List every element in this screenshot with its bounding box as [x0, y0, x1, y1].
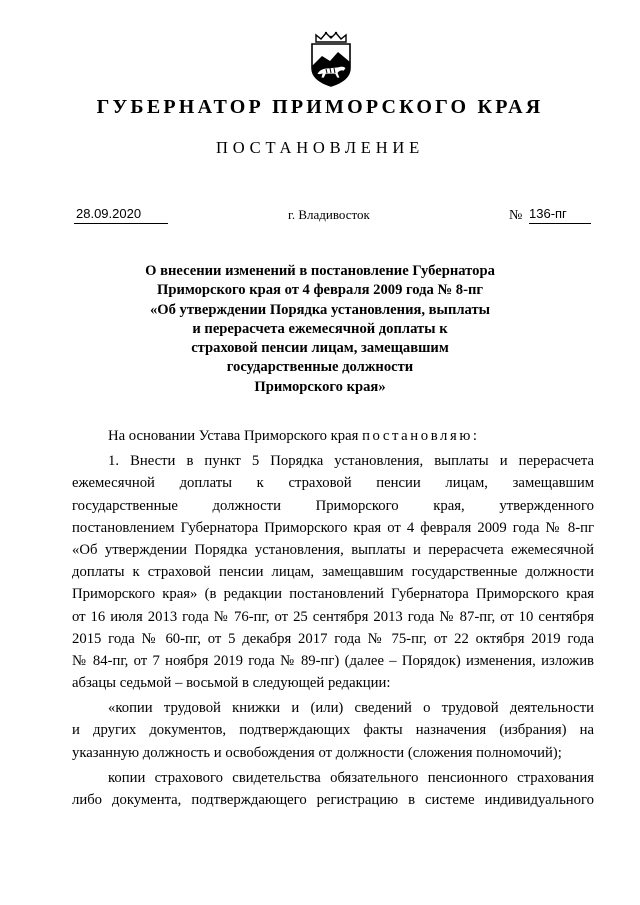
- heading-line: Приморского края»: [254, 378, 386, 395]
- quote1-line: «копии трудовой книжки и (или) сведений о трудовой деятельности: [108, 700, 594, 717]
- basis-text: На основании Устава Приморского края: [108, 428, 363, 444]
- item1-line: «Об утверждении Порядка установления, выплаты и перерасчета ежемесячной: [72, 541, 594, 558]
- item1-line: 1. Внести в пункт 5 Порядка установления, выплаты и перерасчета: [108, 453, 594, 470]
- item1-line: ежемесячной доплаты к страховой пенсии лицам, замещавшим: [72, 475, 594, 492]
- item1-line: 2015 года № 60-пг, от 5 декабря 2017 года № 75-пг, от 22 октября 2019 года: [72, 630, 594, 647]
- item1-line: доплаты к страховой пенсии лицам, замещавшим государственные должности: [72, 564, 594, 581]
- item1-line: от 16 июля 2013 года № 76-пг, от 25 сентября 2013 года № 87-пг, от 10 сентября: [72, 608, 594, 625]
- document-city: г. Владивосток: [288, 207, 370, 222]
- heading-line: Приморского края от 4 февраля 2009 года № 8-пг: [156, 282, 483, 299]
- document-type: ПОСТАНОВЛЕНИЕ: [216, 138, 424, 157]
- document-heading: [110, 262, 530, 397]
- item1-line: постановлением Губернатора Приморского края от 4 февраля 2009 года № 8-пг: [72, 519, 594, 536]
- number-label: №: [509, 208, 523, 223]
- basis-paragraph: [72, 425, 594, 447]
- basis-colon: :: [472, 428, 477, 444]
- primorsky-coat-of-arms-icon: [306, 30, 356, 88]
- document-body: [72, 425, 594, 811]
- authority-title: ГУБЕРНАТОР ПРИМОРСКОГО КРАЯ: [96, 96, 544, 118]
- heading-line: и перерасчета ежемесячной доплаты к: [192, 320, 448, 337]
- item1-line: государственные должности Приморского края, утвержденного: [72, 497, 594, 514]
- item1-line: Приморского края» (в редакции постановлений Губернатора Приморского края: [72, 586, 594, 603]
- heading-line: страховой пенсии лицам, замещавшим: [191, 340, 449, 357]
- quote2-line: либо документа, подтверждающего регистрацию в системе индивидуального: [72, 792, 594, 808]
- document-date: 28.09.2020: [74, 206, 168, 224]
- heading-line: государственные должности: [226, 359, 414, 376]
- quote2-line: копии страхового свидетельства обязательного пенсионного страхования: [108, 769, 594, 786]
- heading-line: «Об утверждении Порядка установления, выплаты: [149, 301, 491, 318]
- quote1-line: указанную должность и освобождения от должности (сложения полномочий);: [72, 744, 562, 761]
- item1-line: абзацы седьмой – восьмой в следующей редакции:: [72, 675, 391, 692]
- item1-line: № 84-пг, от 7 ноября 2019 года № 89-пг) (далее – Порядок) изменения, изложив: [72, 652, 594, 669]
- quote1-line: и других документов, подтверждающих факты назначения (избрания) на: [72, 722, 594, 739]
- decree-word: постановляю: [362, 428, 473, 444]
- document-number: 136-пг: [529, 206, 591, 224]
- heading-line: О внесении изменений в постановление Губернатора: [145, 263, 495, 279]
